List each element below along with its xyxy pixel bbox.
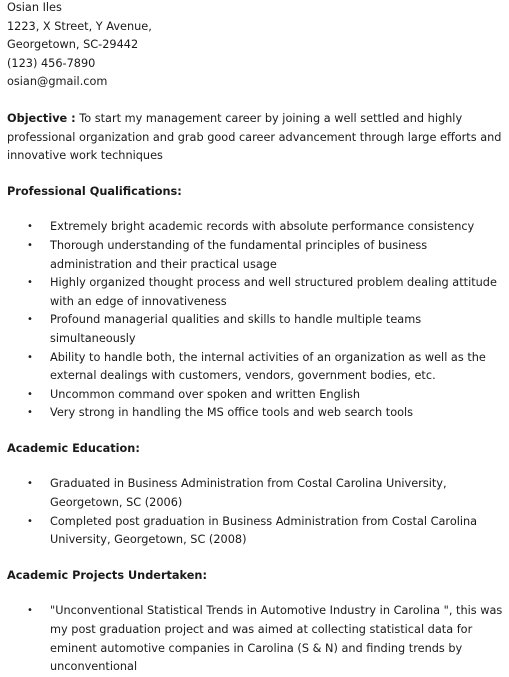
resume-page xyxy=(7,0,503,677)
list-item-text: Highly organized thought process and well structured problem dealing attitude with an edge of innovativeness xyxy=(50,276,497,308)
list-item xyxy=(7,218,503,237)
bullet-icon: • xyxy=(27,239,33,251)
education-heading: Academic Education: xyxy=(7,441,140,455)
contact-address-line-1: 1223, X Street, Y Avenue, xyxy=(7,19,152,33)
list-item-text: Profound managerial qualities and skills to handle multiple teams simultaneously xyxy=(50,313,422,345)
list-item-text: Uncommon command over spoken and written English xyxy=(50,387,361,401)
bullet-icon: • xyxy=(27,351,33,363)
bullet-icon: • xyxy=(27,605,33,617)
contact-name: Osian Iles xyxy=(7,1,62,14)
bullet-icon: • xyxy=(27,314,33,326)
list-item xyxy=(7,311,503,348)
bullet-icon: • xyxy=(27,388,33,400)
list-item-text: Thorough understanding of the fundamental principles of business administration and their practical usage xyxy=(50,238,428,271)
objective-section xyxy=(7,110,503,166)
objective-text: To start my management career by joining a well settled and highly professional organization and grab good career advancement through large efforts and innovative work techniques xyxy=(7,111,502,163)
contact-phone: (123) 456-7890 xyxy=(7,56,96,70)
contact-block xyxy=(7,0,503,92)
bullet-icon: • xyxy=(27,515,33,527)
bullet-icon: • xyxy=(27,478,33,490)
list-item xyxy=(7,602,503,676)
contact-address-line-2: Georgetown, SC-29442 xyxy=(7,38,139,52)
projects-heading: Academic Projects Undertaken: xyxy=(7,568,207,582)
list-item xyxy=(7,274,503,311)
list-item xyxy=(7,513,503,550)
bullet-icon: • xyxy=(27,407,33,419)
contact-email: osian@gmail.com xyxy=(7,75,108,89)
list-item xyxy=(7,404,503,423)
bullet-icon: • xyxy=(27,277,33,289)
list-item-text: Ability to handle both, the internal activities of an organization as well as the external dealings with customers, vendors, government bodies, etc. xyxy=(50,350,486,383)
projects-list xyxy=(7,602,503,676)
list-item xyxy=(7,386,503,405)
list-item xyxy=(7,475,503,512)
qualifications-heading: Professional Qualifications: xyxy=(7,184,182,198)
list-item xyxy=(7,237,503,274)
list-item-text: Completed post graduation in Business Administration from Costal Carolina University, Georgetown, SC (2008) xyxy=(50,514,478,547)
list-item-text: Very strong in handling the MS office tools and web search tools xyxy=(50,406,414,420)
list-item xyxy=(7,349,503,386)
bullet-icon: • xyxy=(27,221,33,233)
education-list xyxy=(7,475,503,549)
objective-label: Objective : xyxy=(7,111,76,125)
list-item-text: "Unconventional Statistical Trends in Automotive Industry in Carolina ", this was my post graduation project and was aimed at collecting statistical data for eminent automotive companies in Carolina (S & N) and finding trends by unconventional xyxy=(50,604,503,674)
list-item-text: Extremely bright academic records with absolute performance consistency xyxy=(50,220,475,234)
list-item-text: Graduated in Business Administration from Costal Carolina University, Georgetown, SC (2006) xyxy=(50,477,447,510)
qualifications-list xyxy=(7,218,503,423)
